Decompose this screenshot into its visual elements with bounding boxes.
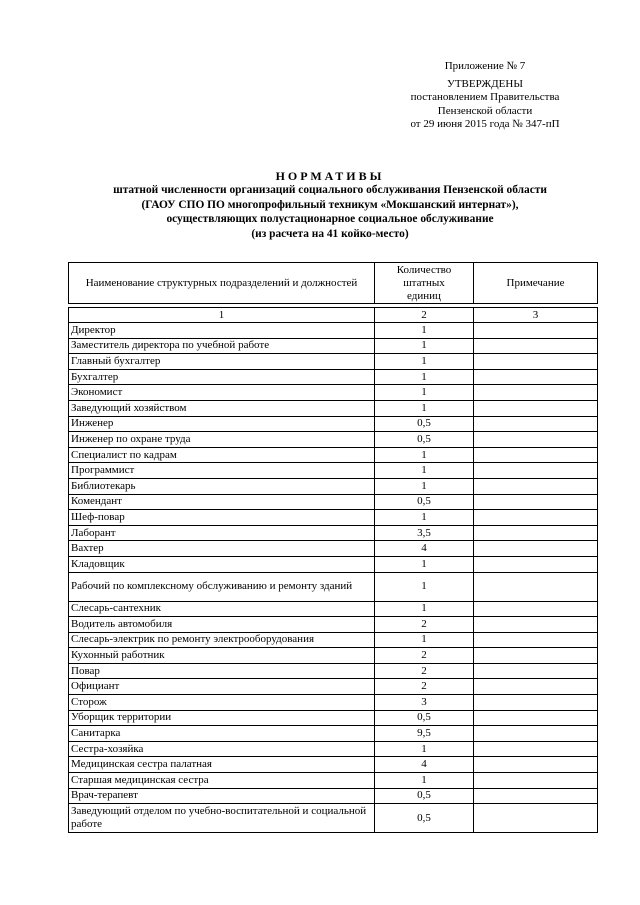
cell-position-name: Старшая медицинская сестра bbox=[69, 773, 375, 789]
cell-note bbox=[474, 679, 598, 695]
cell-quantity: 1 bbox=[375, 556, 474, 572]
title-line-4: (из расчета на 41 койко-место) bbox=[251, 227, 409, 240]
cell-position-name: Водитель автомобиля bbox=[69, 617, 375, 633]
cell-position-name: Кухонный работник bbox=[69, 648, 375, 664]
cell-position-name: Экономист bbox=[69, 385, 375, 401]
cell-position-name: Инженер по охране труда bbox=[69, 432, 375, 448]
cell-position-name: Кладовщик bbox=[69, 556, 375, 572]
cell-position-name: Заведующий отделом по учебно-воспитательной и социальной работе bbox=[69, 804, 375, 833]
cell-quantity: 1 bbox=[375, 369, 474, 385]
table-row bbox=[69, 541, 598, 557]
cell-quantity: 0,5 bbox=[375, 804, 474, 833]
cell-quantity: 2 bbox=[375, 648, 474, 664]
cell-quantity: 1 bbox=[375, 741, 474, 757]
table-row bbox=[69, 432, 598, 448]
approved-date: от 29 июня 2015 года № 347-пП bbox=[410, 118, 560, 131]
approved-region: Пензенской области bbox=[437, 104, 533, 117]
header-name: Наименование структурных подразделений и должностей bbox=[69, 263, 375, 304]
cell-position-name: Шеф-повар bbox=[69, 510, 375, 526]
cell-position-name: Бухгалтер bbox=[69, 369, 375, 385]
appendix-number: Приложение № 7 bbox=[444, 60, 526, 72]
cell-note bbox=[474, 338, 598, 354]
cell-quantity: 1 bbox=[375, 510, 474, 526]
title-line-2: (ГАОУ СПО ПО многопрофильный техникум «Мокшанский интернат»), bbox=[141, 198, 519, 211]
header-qty-line-1: Количество bbox=[396, 263, 452, 276]
header-note: Примечание bbox=[474, 263, 598, 304]
cell-position-name: Лаборант bbox=[69, 525, 375, 541]
table-row bbox=[69, 648, 598, 664]
cell-note bbox=[474, 757, 598, 773]
cell-note bbox=[474, 648, 598, 664]
cell-position-name: Комендант bbox=[69, 494, 375, 510]
cell-note bbox=[474, 695, 598, 711]
cell-note bbox=[474, 541, 598, 557]
cell-note bbox=[474, 525, 598, 541]
cell-position-name: Инженер bbox=[69, 416, 375, 432]
cell-position-name: Сестра-хозяйка bbox=[69, 741, 375, 757]
table-row bbox=[69, 478, 598, 494]
cell-quantity: 0,5 bbox=[375, 710, 474, 726]
cell-quantity: 0,5 bbox=[375, 788, 474, 804]
cell-note bbox=[474, 400, 598, 416]
cell-position-name: Главный бухгалтер bbox=[69, 354, 375, 370]
table-row bbox=[69, 788, 598, 804]
table-row bbox=[69, 447, 598, 463]
cell-note bbox=[474, 726, 598, 742]
title-heading: НОРМАТИВЫ bbox=[275, 169, 385, 183]
cell-position-name: Официант bbox=[69, 679, 375, 695]
cell-note bbox=[474, 741, 598, 757]
cell-quantity: 3 bbox=[375, 695, 474, 711]
cell-note bbox=[474, 773, 598, 789]
cell-position-name: Слесарь-сантехник bbox=[69, 601, 375, 617]
header-qty-line-2: штатных bbox=[403, 276, 445, 289]
cell-note bbox=[474, 447, 598, 463]
col-number-3: 3 bbox=[474, 308, 598, 323]
cell-quantity: 1 bbox=[375, 354, 474, 370]
cell-position-name: Заведующий хозяйством bbox=[69, 400, 375, 416]
cell-quantity: 1 bbox=[375, 447, 474, 463]
cell-quantity: 9,5 bbox=[375, 726, 474, 742]
cell-quantity: 1 bbox=[375, 338, 474, 354]
cell-note bbox=[474, 385, 598, 401]
cell-position-name: Специалист по кадрам bbox=[69, 447, 375, 463]
cell-note bbox=[474, 432, 598, 448]
table-row bbox=[69, 400, 598, 416]
staffing-table bbox=[68, 262, 598, 833]
table-row bbox=[69, 323, 598, 339]
table-row bbox=[69, 369, 598, 385]
cell-quantity: 3,5 bbox=[375, 525, 474, 541]
table-row bbox=[69, 695, 598, 711]
cell-position-name: Уборщик территории bbox=[69, 710, 375, 726]
cell-quantity: 0,5 bbox=[375, 432, 474, 448]
table-row bbox=[69, 556, 598, 572]
col-number-2: 2 bbox=[375, 308, 474, 323]
table-row bbox=[69, 354, 598, 370]
cell-quantity: 2 bbox=[375, 679, 474, 695]
table-row bbox=[69, 632, 598, 648]
cell-note bbox=[474, 632, 598, 648]
table-row bbox=[69, 385, 598, 401]
col-number-1: 1 bbox=[69, 308, 375, 323]
cell-note bbox=[474, 663, 598, 679]
cell-quantity: 1 bbox=[375, 385, 474, 401]
cell-note bbox=[474, 804, 598, 833]
approved-label: УТВЕРЖДЕНЫ bbox=[447, 77, 523, 90]
table-row bbox=[69, 804, 598, 833]
cell-note bbox=[474, 788, 598, 804]
approved-by: постановлением Правительства bbox=[410, 91, 560, 104]
header-qty-line-3: единиц bbox=[407, 289, 441, 302]
cell-position-name: Рабочий по комплексному обслуживанию и ремонту зданий bbox=[69, 572, 375, 601]
table-header-row bbox=[69, 263, 598, 304]
cell-note bbox=[474, 601, 598, 617]
cell-note bbox=[474, 617, 598, 633]
document-title bbox=[40, 169, 620, 241]
cell-position-name: Медицинская сестра палатная bbox=[69, 757, 375, 773]
cell-note bbox=[474, 572, 598, 601]
table-row bbox=[69, 679, 598, 695]
cell-quantity: 4 bbox=[375, 541, 474, 557]
table-row bbox=[69, 710, 598, 726]
cell-quantity: 1 bbox=[375, 400, 474, 416]
cell-note bbox=[474, 354, 598, 370]
cell-note bbox=[474, 416, 598, 432]
cell-quantity: 0,5 bbox=[375, 494, 474, 510]
cell-position-name: Сторож bbox=[69, 695, 375, 711]
cell-note bbox=[474, 323, 598, 339]
cell-quantity: 1 bbox=[375, 572, 474, 601]
cell-note bbox=[474, 556, 598, 572]
table-row bbox=[69, 525, 598, 541]
table-row bbox=[69, 617, 598, 633]
table-row bbox=[69, 338, 598, 354]
table-row bbox=[69, 494, 598, 510]
title-line-1: штатной численности организаций социального обслуживания Пензенской области bbox=[113, 184, 547, 197]
approval-block bbox=[380, 60, 590, 132]
table-row bbox=[69, 663, 598, 679]
table-row bbox=[69, 463, 598, 479]
table-row bbox=[69, 510, 598, 526]
table-row bbox=[69, 741, 598, 757]
cell-quantity: 2 bbox=[375, 663, 474, 679]
table-row bbox=[69, 773, 598, 789]
title-line-3: осуществляющих полустационарное социальное обслуживание bbox=[166, 213, 494, 226]
cell-note bbox=[474, 494, 598, 510]
cell-position-name: Вахтер bbox=[69, 541, 375, 557]
cell-note bbox=[474, 710, 598, 726]
cell-quantity: 1 bbox=[375, 601, 474, 617]
cell-position-name: Врач-терапевт bbox=[69, 788, 375, 804]
cell-quantity: 1 bbox=[375, 773, 474, 789]
header-qty bbox=[375, 263, 474, 304]
cell-quantity: 1 bbox=[375, 632, 474, 648]
table-row bbox=[69, 757, 598, 773]
table-row bbox=[69, 416, 598, 432]
cell-position-name: Слесарь-электрик по ремонту электрооборудования bbox=[69, 632, 375, 648]
cell-position-name: Программист bbox=[69, 463, 375, 479]
cell-position-name: Директор bbox=[69, 323, 375, 339]
cell-position-name: Санитарка bbox=[69, 726, 375, 742]
cell-position-name: Библиотекарь bbox=[69, 478, 375, 494]
column-numbers-row bbox=[69, 308, 598, 323]
cell-quantity: 1 bbox=[375, 323, 474, 339]
cell-note bbox=[474, 463, 598, 479]
table-row bbox=[69, 572, 598, 601]
cell-note bbox=[474, 510, 598, 526]
cell-note bbox=[474, 369, 598, 385]
cell-quantity: 1 bbox=[375, 478, 474, 494]
cell-quantity: 4 bbox=[375, 757, 474, 773]
table-row bbox=[69, 726, 598, 742]
cell-note bbox=[474, 478, 598, 494]
cell-position-name: Повар bbox=[69, 663, 375, 679]
cell-quantity: 2 bbox=[375, 617, 474, 633]
cell-position-name: Заместитель директора по учебной работе bbox=[69, 338, 375, 354]
cell-quantity: 1 bbox=[375, 463, 474, 479]
table-row bbox=[69, 601, 598, 617]
cell-quantity: 0,5 bbox=[375, 416, 474, 432]
